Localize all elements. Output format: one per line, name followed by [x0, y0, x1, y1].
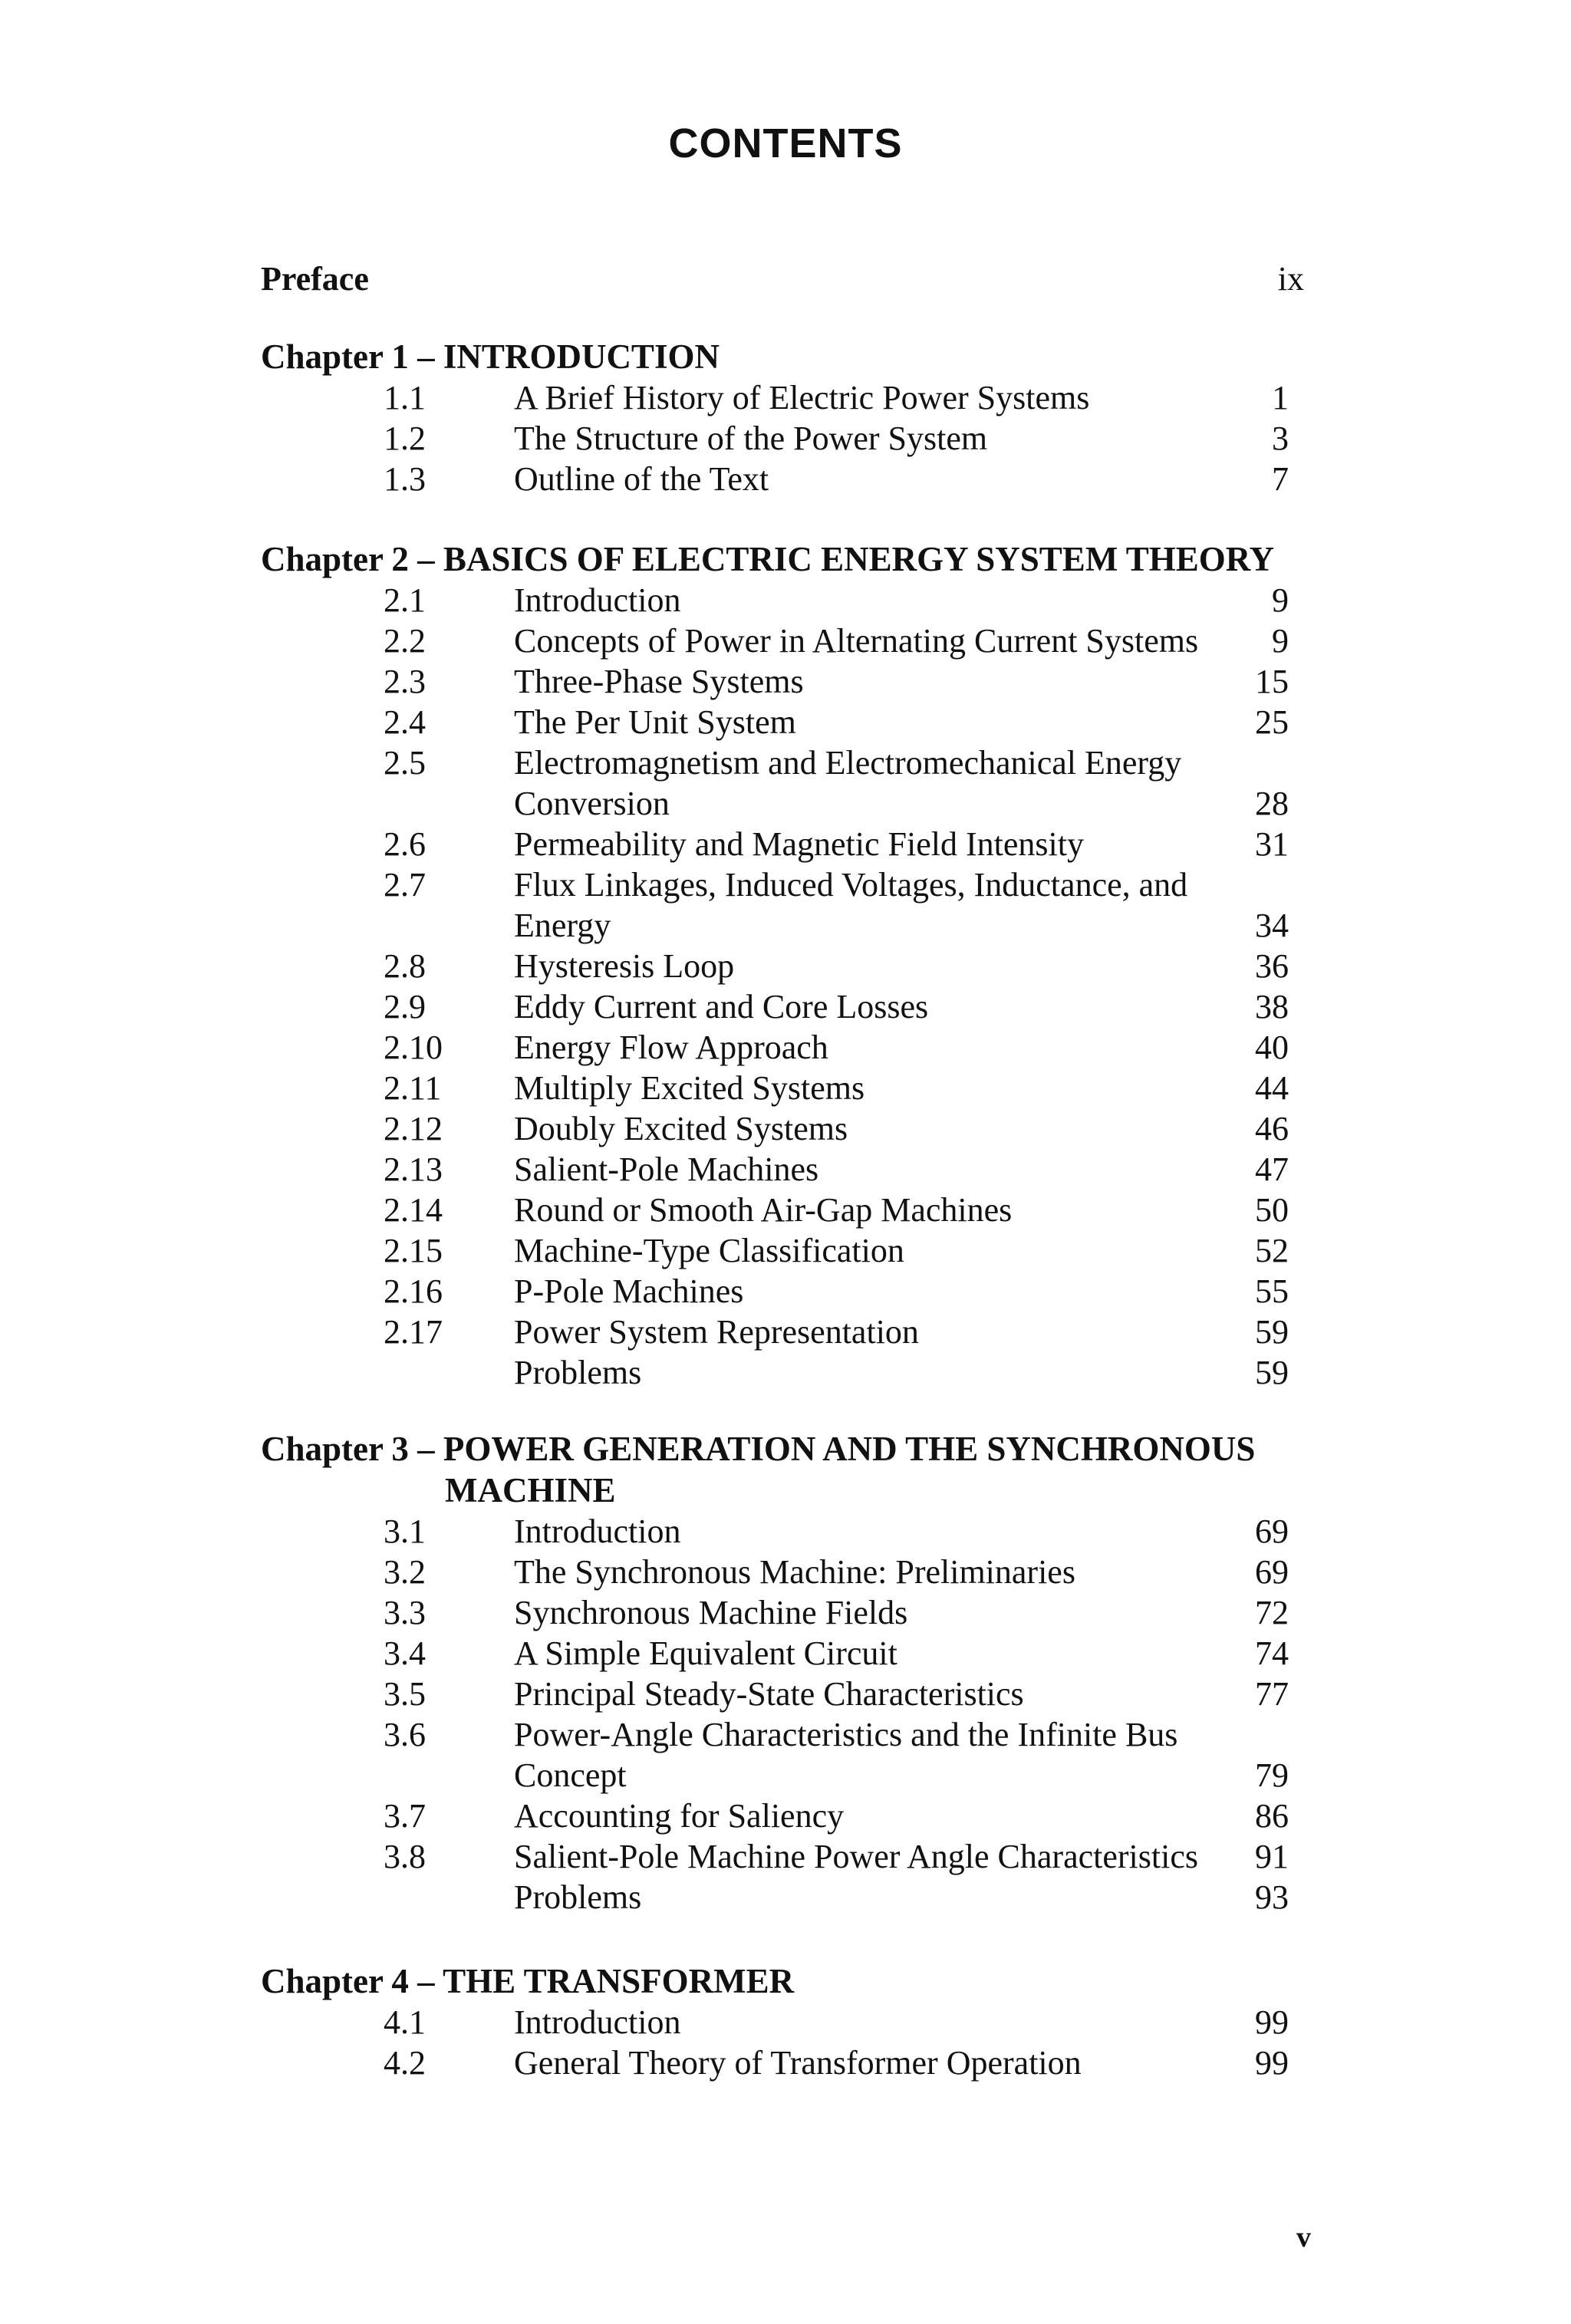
section-page: 79: [1255, 1756, 1289, 1794]
section-number: 2.16: [384, 1272, 443, 1310]
section-page: 93: [1255, 1878, 1289, 1916]
section-page: 9: [1272, 581, 1289, 619]
chapter-4: [261, 1960, 1319, 2083]
section-number: 2.14: [384, 1191, 443, 1229]
section-title: General Theory of Transformer Operation: [514, 2044, 1082, 2082]
section-page: 52: [1255, 1232, 1289, 1269]
section-title: Salient-Pole Machines: [514, 1150, 819, 1188]
section-title: Electromagnetism and Electromechanical Energy Conversion: [514, 744, 1182, 822]
chapter-1: [261, 336, 1319, 499]
section-page: 69: [1255, 1513, 1289, 1550]
section-page: 72: [1255, 1594, 1289, 1631]
section-page: 50: [1255, 1191, 1289, 1229]
toc-entry: [261, 824, 1319, 864]
section-title: Machine-Type Classification: [514, 1232, 904, 1269]
chapter-2: [261, 538, 1319, 1393]
toc-entry: [261, 661, 1319, 702]
section-title: Permeability and Magnetic Field Intensity: [514, 825, 1084, 863]
section-page: 86: [1255, 1797, 1289, 1835]
section-number: 1.2: [384, 420, 426, 457]
preface-page: ix: [1277, 260, 1304, 298]
toc-entry: [261, 1796, 1319, 1836]
section-title: A Simple Equivalent Circuit: [514, 1634, 897, 1672]
section-page: 59: [1255, 1354, 1289, 1391]
section-page: 1: [1272, 379, 1289, 416]
section-title: Problems: [514, 1354, 642, 1391]
toc-entry: [261, 1149, 1319, 1190]
section-number: 2.9: [384, 988, 426, 1025]
section-page: 34: [1255, 907, 1289, 944]
section-page: 36: [1255, 947, 1289, 985]
toc-entry: [261, 1511, 1319, 1552]
section-title: P-Pole Machines: [514, 1272, 744, 1310]
section-number: 2.4: [384, 703, 426, 741]
section-page: 44: [1255, 1069, 1289, 1107]
section-page: 9: [1272, 622, 1289, 660]
section-number: 2.12: [384, 1110, 443, 1147]
section-page: 69: [1255, 1553, 1289, 1591]
toc-entry: [261, 1312, 1319, 1352]
toc-entry: [261, 1592, 1319, 1633]
section-page: 99: [1255, 2003, 1289, 2041]
section-title: The Structure of the Power System: [514, 420, 988, 457]
section-number: 3.4: [384, 1634, 426, 1672]
section-number: 3.6: [384, 1716, 426, 1753]
section-title: Accounting for Saliency: [514, 1797, 845, 1835]
section-title: A Brief History of Electric Power Systems: [514, 379, 1090, 416]
chapter-heading: Chapter 4 – THE TRANSFORMER: [261, 1962, 795, 2000]
section-title: Introduction: [514, 581, 681, 619]
section-number: 3.8: [384, 1838, 426, 1875]
section-title: Power-Angle Characteristics and the Infinite Bus Concept: [514, 1716, 1178, 1794]
chapter-heading: Chapter 3 – POWER GENERATION AND THE SYNCHRONOUS: [261, 1430, 1256, 1468]
toc-entry: [261, 1352, 1319, 1393]
section-title: Eddy Current and Core Losses: [514, 988, 929, 1025]
section-number: 2.13: [384, 1150, 443, 1188]
section-page: 31: [1255, 825, 1289, 863]
toc-entry: [261, 986, 1319, 1027]
section-title: Three-Phase Systems: [514, 663, 804, 700]
toc-entry: [261, 946, 1319, 986]
section-number: 3.7: [384, 1797, 426, 1835]
section-title: Introduction: [514, 2003, 681, 2041]
section-number: 2.15: [384, 1232, 443, 1269]
section-page: 91: [1255, 1838, 1289, 1875]
section-page: 28: [1255, 785, 1289, 822]
chapter-heading: Chapter 2 – BASICS OF ELECTRIC ENERGY SYSTEM THEORY: [261, 540, 1275, 578]
section-title: Outline of the Text: [514, 460, 769, 498]
section-page: 47: [1255, 1150, 1289, 1188]
preface-label: Preface: [261, 260, 369, 298]
section-number: 2.8: [384, 947, 426, 985]
section-title: Synchronous Machine Fields: [514, 1594, 908, 1631]
page-folio: v: [1296, 2221, 1311, 2253]
section-number: 2.5: [384, 744, 426, 782]
toc-entry: [261, 1836, 1319, 1877]
toc-entry: [261, 2002, 1319, 2043]
toc-entry: [261, 864, 1319, 946]
section-page: 3: [1272, 420, 1289, 457]
toc-entry: [261, 1108, 1319, 1149]
toc-entry: [261, 418, 1319, 459]
section-page: 15: [1255, 663, 1289, 700]
section-title: Problems: [514, 1878, 642, 1916]
toc-entry: [261, 702, 1319, 742]
chapter-3: [261, 1428, 1319, 1917]
section-number: 4.2: [384, 2044, 426, 2082]
section-page: 99: [1255, 2044, 1289, 2082]
section-title: The Per Unit System: [514, 703, 796, 741]
section-title: The Synchronous Machine: Preliminaries: [514, 1553, 1075, 1591]
section-title: Flux Linkages, Induced Voltages, Inductance, and Energy: [514, 866, 1188, 944]
toc-entry: [261, 1027, 1319, 1068]
section-title: Concepts of Power in Alternating Current Systems: [514, 622, 1199, 660]
section-number: 2.10: [384, 1029, 443, 1066]
toc-entry: [261, 1633, 1319, 1674]
section-title: Doubly Excited Systems: [514, 1110, 848, 1147]
section-number: 2.11: [384, 1069, 442, 1107]
chapter-heading: Chapter 1 – INTRODUCTION: [261, 337, 720, 376]
section-title: Multiply Excited Systems: [514, 1069, 865, 1107]
section-number: 1.3: [384, 460, 426, 498]
chapter-heading-continued: MACHINE: [445, 1471, 616, 1509]
toc-entry: [261, 1271, 1319, 1312]
section-title: Introduction: [514, 1513, 681, 1550]
toc-entry: [261, 1230, 1319, 1271]
section-number: 3.5: [384, 1675, 426, 1713]
section-number: 2.17: [384, 1313, 443, 1351]
section-page: 74: [1255, 1634, 1289, 1672]
section-title: Salient-Pole Machine Power Angle Characteristics: [514, 1838, 1198, 1875]
section-number: 2.3: [384, 663, 426, 700]
toc-entry: [261, 1674, 1319, 1714]
section-number: 2.1: [384, 581, 426, 619]
toc-entry: [261, 580, 1319, 621]
toc-entry: [261, 459, 1319, 499]
section-title: Energy Flow Approach: [514, 1029, 828, 1066]
section-page: 59: [1255, 1313, 1289, 1351]
section-title: Principal Steady-State Characteristics: [514, 1675, 1024, 1713]
section-title: Round or Smooth Air-Gap Machines: [514, 1191, 1013, 1229]
section-number: 3.1: [384, 1513, 426, 1550]
toc-entry: [261, 1877, 1319, 1917]
section-number: 2.2: [384, 622, 426, 660]
section-page: 25: [1255, 703, 1289, 741]
section-number: 3.2: [384, 1553, 426, 1591]
section-title: Hysteresis Loop: [514, 947, 735, 985]
section-page: 77: [1255, 1675, 1289, 1713]
page-title: CONTENTS: [668, 120, 903, 166]
section-number: 3.3: [384, 1594, 426, 1631]
toc-entry: [261, 1714, 1319, 1796]
section-page: 46: [1255, 1110, 1289, 1147]
section-page: 55: [1255, 1272, 1289, 1310]
section-number: 2.7: [384, 866, 426, 904]
section-page: 40: [1255, 1029, 1289, 1066]
toc-entry: [261, 1552, 1319, 1592]
section-number: 4.1: [384, 2003, 426, 2041]
toc-entry: [261, 1190, 1319, 1230]
section-page: 38: [1255, 988, 1289, 1025]
toc-entry: [261, 621, 1319, 661]
section-number: 1.1: [384, 379, 426, 416]
toc-entry: [261, 742, 1319, 824]
section-title: Power System Representation: [514, 1313, 919, 1351]
toc-entry: [261, 1068, 1319, 1108]
section-number: 2.6: [384, 825, 426, 863]
section-page: 7: [1272, 460, 1289, 498]
toc-entry: [261, 2043, 1319, 2083]
toc-entry: [261, 377, 1319, 418]
